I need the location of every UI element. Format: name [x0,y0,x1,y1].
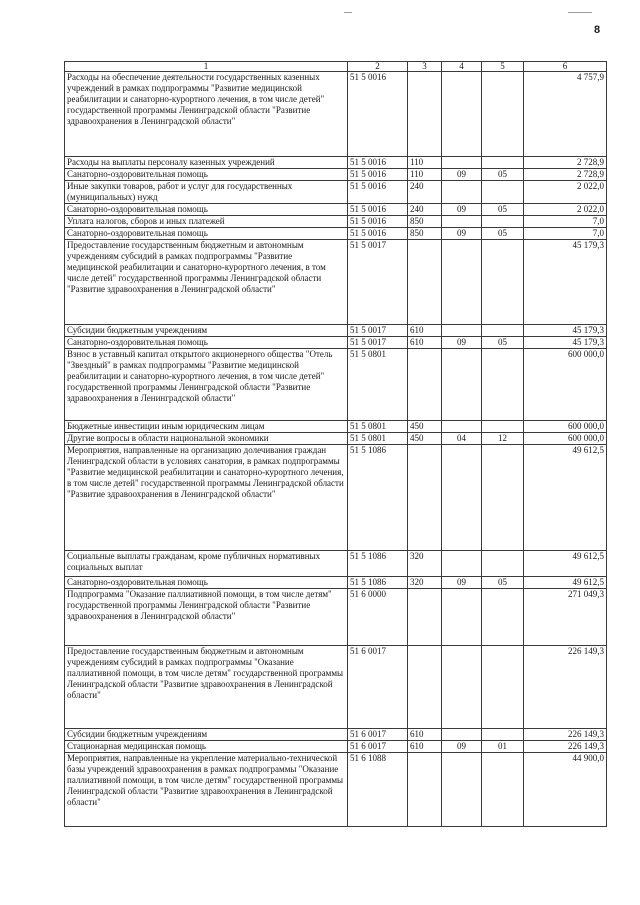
row-code: 51 5 0016 [348,72,408,157]
table-row [65,337,607,349]
row-subsection [482,181,524,204]
column-header: 1 [65,62,348,72]
row-code: 51 5 0016 [348,204,408,216]
row-expense-type: 240 [408,181,442,204]
row-name: Субсидии бюджетным учреждениям [65,325,348,337]
row-subsection [482,216,524,228]
column-header: 3 [408,62,442,72]
row-section: 09 [442,228,482,240]
row-expense-type: 240 [408,204,442,216]
row-code: 51 5 0016 [348,181,408,204]
row-expense-type: 110 [408,169,442,181]
row-section: 09 [442,741,482,753]
row-amount: 600 000,0 [524,421,607,433]
row-code: 51 5 0017 [348,240,408,325]
row-subsection [482,445,524,551]
row-amount: 49 612,5 [524,577,607,589]
table-row [65,646,607,729]
page-number: 8 [594,24,601,36]
row-section [442,72,482,157]
column-header: 2 [348,62,408,72]
row-subsection: 05 [482,228,524,240]
table-row [65,228,607,240]
table-row [65,729,607,741]
row-amount: 271 049,3 [524,589,607,646]
row-code: 51 5 1086 [348,551,408,577]
row-code: 51 5 0801 [348,421,408,433]
row-expense-type: 320 [408,577,442,589]
row-amount: 226 149,3 [524,646,607,729]
row-expense-type: 610 [408,729,442,741]
table-row [65,157,607,169]
row-name: Предоставление государственным бюджетным и автономным учреждениям субсидий в рамках подпрограммы "Оказание паллиативной помощи, в том числе детям" государственной программы Ленинградской области "Развитие здравоохранения в Ленинградской области" [65,646,348,729]
row-code: 51 5 0017 [348,337,408,349]
row-expense-type: 320 [408,551,442,577]
table-row [65,72,607,157]
row-name: Санаторно-оздоровительная помощь [65,169,348,181]
row-code: 51 6 1088 [348,753,408,827]
row-amount: 600 000,0 [524,349,607,421]
row-subsection: 05 [482,337,524,349]
column-header: 6 [524,62,607,72]
row-code: 51 5 0016 [348,228,408,240]
row-code: 51 5 0801 [348,349,408,421]
scan-speck [568,12,592,13]
row-section: 09 [442,337,482,349]
row-name: Взнос в уставный капитал открытого акционерного общества "Отель "Звездный" в рамках подпрограммы "Развитие медицинской реабилитации и санаторно-курортного лечения, в том числе детей" государственной программы Ленинградской области "Развитие здравоохранения в Ленинградской области" [65,349,348,421]
row-name: Иные закупки товаров, работ и услуг для государственных (муниципальных) нужд [65,181,348,204]
row-code: 51 5 0016 [348,169,408,181]
row-section: 04 [442,433,482,445]
row-name: Санаторно-оздоровительная помощь [65,228,348,240]
table-row [65,421,607,433]
table-row [65,433,607,445]
row-amount: 2 022,0 [524,204,607,216]
row-name: Субсидии бюджетным учреждениям [65,729,348,741]
row-section [442,753,482,827]
row-subsection [482,753,524,827]
row-expense-type: 610 [408,741,442,753]
row-code: 51 6 0017 [348,729,408,741]
row-amount: 600 000,0 [524,433,607,445]
row-expense-type [408,445,442,551]
row-expense-type: 450 [408,421,442,433]
row-section [442,216,482,228]
row-name: Социальные выплаты гражданам, кроме публичных нормативных социальных выплат [65,551,348,577]
row-name: Санаторно-оздоровительная помощь [65,337,348,349]
row-name: Уплата налогов, сборов и иных платежей [65,216,348,228]
scan-speck [344,12,352,13]
row-expense-type: 450 [408,433,442,445]
row-code: 51 6 0000 [348,589,408,646]
row-subsection [482,729,524,741]
row-subsection [482,72,524,157]
row-section: 09 [442,577,482,589]
table-row [65,216,607,228]
row-subsection: 05 [482,204,524,216]
row-amount: 2 728,9 [524,157,607,169]
row-name: Предоставление государственным бюджетным и автономным учреждениям субсидий в рамках подпрограммы "Развитие медицинской реабилитации и санаторно-курортного лечения, в том числе детей" государственной программы Ленинградской области "Развитие здравоохранения в Ленинградской области" [65,240,348,325]
row-amount: 7,0 [524,216,607,228]
row-subsection [482,421,524,433]
row-section [442,325,482,337]
row-expense-type: 610 [408,325,442,337]
row-amount: 2 022,0 [524,181,607,204]
row-subsection: 12 [482,433,524,445]
row-section [442,551,482,577]
row-section [442,421,482,433]
row-subsection: 05 [482,577,524,589]
row-subsection [482,589,524,646]
row-section [442,157,482,169]
table-row [65,169,607,181]
row-code: 51 5 0017 [348,325,408,337]
row-subsection [482,551,524,577]
row-subsection [482,325,524,337]
table-row [65,325,607,337]
row-amount: 7,0 [524,228,607,240]
row-name: Стационарная медицинская помощь [65,741,348,753]
table-row [65,589,607,646]
row-section: 09 [442,169,482,181]
row-name: Санаторно-оздоровительная помощь [65,577,348,589]
row-expense-type [408,72,442,157]
table-row [65,551,607,577]
table-row [65,445,607,551]
row-subsection [482,240,524,325]
row-code: 51 5 0016 [348,216,408,228]
row-name: Бюджетные инвестиции иным юридическим лицам [65,421,348,433]
row-subsection: 05 [482,169,524,181]
table-row [65,741,607,753]
row-amount: 45 179,3 [524,337,607,349]
row-section [442,589,482,646]
row-name: Подпрограмма "Оказание паллиативной помощи, в том числе детям" государственной программы Ленинградской области "Развитие здравоохранения в Ленинградской области" [65,589,348,646]
row-subsection [482,349,524,421]
row-section [442,349,482,421]
row-amount: 44 900,0 [524,753,607,827]
row-amount: 226 149,3 [524,729,607,741]
table-header-row [65,62,607,72]
row-expense-type: 610 [408,337,442,349]
row-expense-type: 850 [408,216,442,228]
row-code: 51 5 1086 [348,445,408,551]
row-amount: 49 612,5 [524,445,607,551]
table-row [65,204,607,216]
row-amount: 226 149,3 [524,741,607,753]
table-row [65,349,607,421]
table-row [65,240,607,325]
row-name: Расходы на выплаты персоналу казенных учреждений [65,157,348,169]
column-header: 4 [442,62,482,72]
row-expense-type [408,589,442,646]
row-expense-type [408,753,442,827]
row-expense-type [408,349,442,421]
row-name: Мероприятия, направленные на укрепление материально-технической базы учреждений здравоохранения в рамках подпрограммы "Оказание паллиативной помощи, в том числе детям" государственной программы Ленинградской области "Развитие здравоохранения в Ленинградской области" [65,753,348,827]
row-code: 51 6 0017 [348,741,408,753]
row-name: Мероприятия, направленные на организацию долечивания граждан Ленинградской области в условиях санатория, в рамках подпрограммы "Развитие медицинской реабилитации и санаторно-курортного лечения, в том числе детей" государственной программы Ленинградской области "Развитие здравоохранения в Ленинградской области" [65,445,348,551]
column-header: 5 [482,62,524,72]
row-subsection: 01 [482,741,524,753]
row-section [442,729,482,741]
row-amount: 2 728,9 [524,169,607,181]
row-subsection [482,646,524,729]
row-name: Другие вопросы в области национальной экономики [65,433,348,445]
row-code: 51 5 0016 [348,157,408,169]
row-expense-type: 110 [408,157,442,169]
table-row [65,753,607,827]
row-amount: 45 179,3 [524,325,607,337]
row-amount: 4 757,9 [524,72,607,157]
row-section [442,445,482,551]
row-section: 09 [442,204,482,216]
row-section [442,181,482,204]
row-section [442,646,482,729]
row-amount: 45 179,3 [524,240,607,325]
row-name: Расходы на обеспечение деятельности государственных казенных учреждений в рамках подпрограммы "Развитие медицинской реабилитации и санаторно-курортного лечения, в том числе детей" государственной программы Ленинградской области "Развитие здравоохранения в Ленинградской области" [65,72,348,157]
row-expense-type [408,646,442,729]
row-name: Санаторно-оздоровительная помощь [65,204,348,216]
row-amount: 49 612,5 [524,551,607,577]
row-code: 51 5 1086 [348,577,408,589]
row-section [442,240,482,325]
row-code: 51 6 0017 [348,646,408,729]
row-subsection [482,157,524,169]
table-row [65,181,607,204]
row-expense-type: 850 [408,228,442,240]
table-row [65,577,607,589]
row-code: 51 5 0801 [348,433,408,445]
row-expense-type [408,240,442,325]
budget-table [64,61,607,827]
